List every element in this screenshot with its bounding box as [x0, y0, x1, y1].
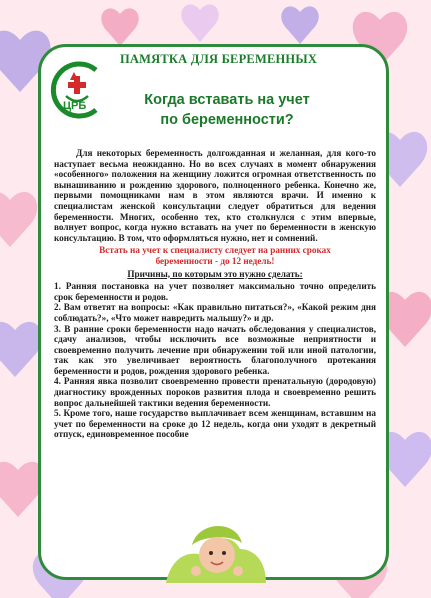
memo-body [54, 148, 376, 440]
page-header: ПАМЯТКА ДЛЯ БЕРЕМЕННЫХ [120, 52, 318, 66]
highlight-text [54, 245, 376, 266]
reason-item: 5. Кроме того, наше государство выплачивает всем женщинам, вставшим на учет по беременности на сроке до 12 недель, когда они уходят в декретный отпуск, единовременное пособие [54, 408, 376, 440]
intro-paragraph: Для некоторых беременность долгожданная и желанная, для кого-то наступает весьма неожиданно. Но во всех случаях в момент обнаружения «особенного» положения на женщину ложится огромная ответственность по вынашиванию и рождению здорового, полноценного ребенка. Конечно же, первыми помощниками нам в этом являются врачи. И именно к специалистам женской консультации следует обратиться для ведения беременности. Многих, особенно тех, кто столкнулся с этим впервые, волнует вопрос, когда нужно вставать на учет по беременности в женскую консультацию. В том, что оформляться нужно, нет и сомнений. [54, 148, 376, 243]
title-line-1: Когда вставать на учет [144, 92, 310, 108]
reason-item: 2. Вам ответят на вопросы: «Как правильно питаться?», «Какой режим дня соблюдать?», «Что может навредить малышу?» и др. [54, 302, 376, 323]
title-line-2: по беременности? [160, 112, 294, 128]
reason-item: 4. Ранняя явка позволит своевременно провести пренатальную (дородовую) диагностику врожденных пороков развития плода и своевременно решить вопрос дальнейшей тактики ведения беременности. [54, 376, 376, 408]
baby-illustration [162, 515, 270, 583]
highlight-line-1: Встать на учет к специалисту следует на ранних сроках [99, 245, 331, 256]
reason-item: 1. Ранняя постановка на учет позволяет максимально точно определить срок беременности и родов. [54, 281, 376, 302]
page-title [112, 90, 342, 130]
highlight-line-2: беременности - до 12 недель! [155, 255, 275, 266]
reason-item: 3. В ранние сроки беременности надо начать обследования у специалистов, сдачу анализов, чтобы исключить все возможные неприятности и своевременно получить лечение при обнаружении той или иной патологии, так как это увеличивает вероятность благополучного протекания беременности и родов, рождения здорового ребенка. [54, 323, 376, 376]
medical-cross-logo-icon [44, 58, 108, 122]
reasons-heading: Причины, по которым это нужно сделать: [127, 268, 303, 279]
logo-label: ЦРБ [63, 100, 87, 112]
